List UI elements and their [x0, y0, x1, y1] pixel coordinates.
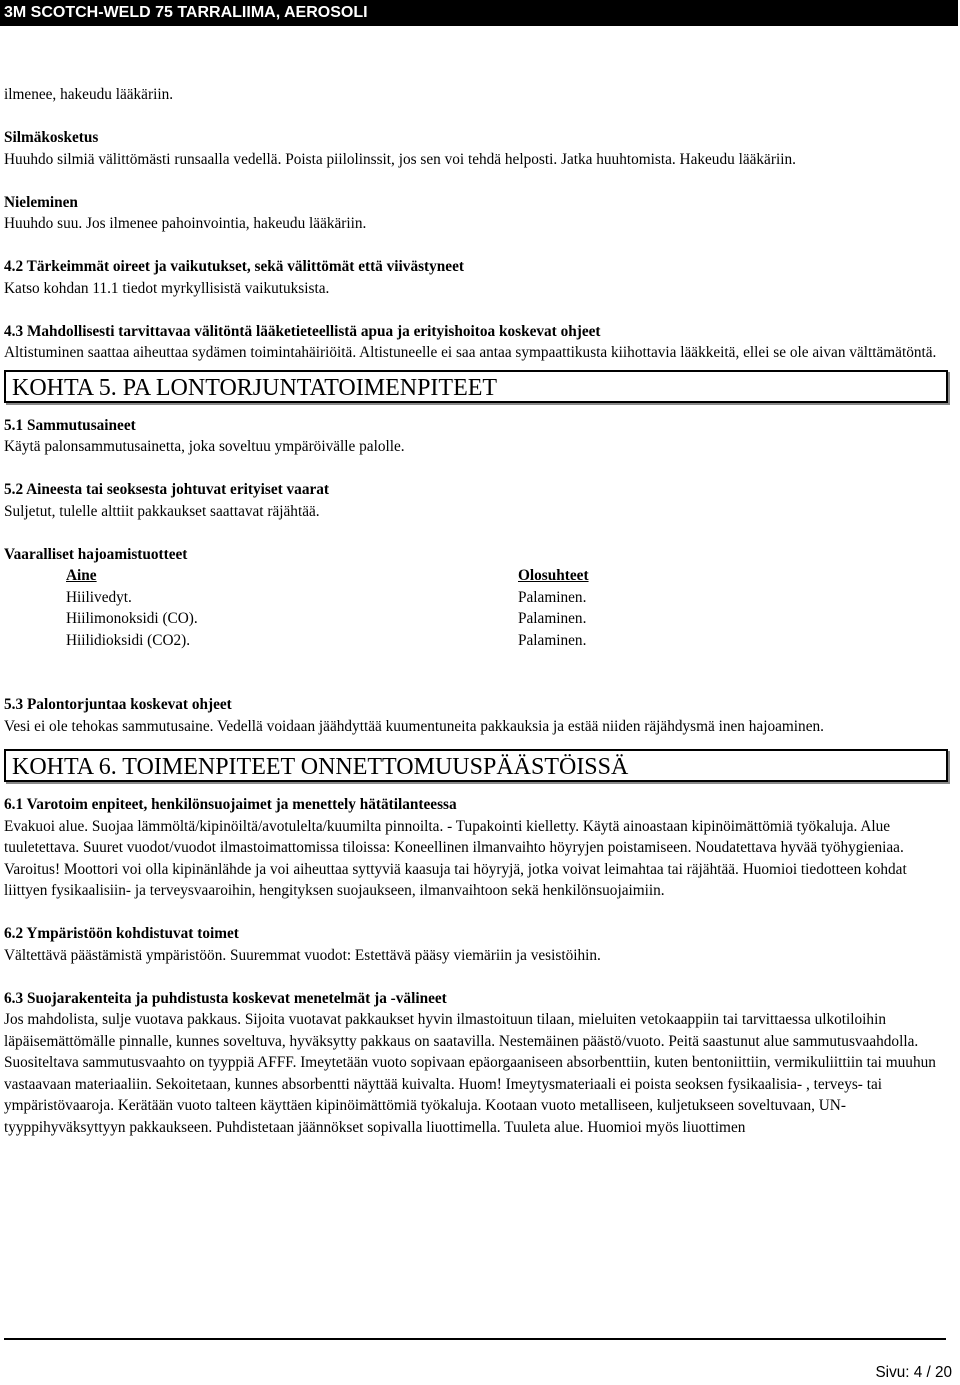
subsection-5-3-text: Vesi ei ole tehokas sammutusaine. Vedellä voidaan jäähdyttää kuumentuneita pakkauksia ja estää niiden räjähdysmä inen hajoaminen.	[4, 717, 824, 735]
continued-text: ilmenee, hakeudu lääkäriin.	[4, 86, 174, 103]
document-title: 3M SCOTCH-WELD 75 TARRALIIMA, AEROSOLI	[4, 4, 368, 21]
condition-cell: Palaminen.	[518, 588, 587, 606]
table-row	[66, 630, 589, 652]
swallowing-heading: Nieleminen	[4, 193, 78, 211]
document-header	[0, 0, 958, 26]
substance-cell: Hiilidioksidi (CO2).	[66, 631, 191, 649]
table-row	[66, 608, 589, 630]
column-header-conditions: Olosuhteet	[518, 567, 589, 584]
hazardous-products-heading: Vaaralliset hajoamistuotteet	[4, 545, 188, 563]
subsection-5-2-text: Suljetut, tulelle alttiit pakkaukset saattavat räjähtää.	[4, 502, 320, 520]
condition-cell: Palaminen.	[518, 610, 587, 627]
subsection-5-2-heading: 5.2 Aineesta tai seoksesta johtuvat erityiset vaarat	[4, 481, 330, 498]
hazardous-products-table	[66, 565, 589, 651]
eye-contact-text: Huuhdo silmiä välittömästi runsaalla vedellä. Poista piilolinssit, jos sen voi tehdä helposti. Jatka huuhtomista. Hakeudu lääkäriin.	[4, 150, 796, 168]
section-6-title: KOHTA 6. TOIMENPITEET ONNETTOMUUSPÄÄSTÖISSÄ	[4, 749, 948, 782]
subsection-4-2-heading: 4.2 Tärkeimmät oireet ja vaikutukset, sekä välittömät että viivästyneet	[4, 258, 464, 275]
document-body	[4, 84, 952, 1138]
swallowing-text: Huuhdo suu. Jos ilmenee pahoinvointia, hakeudu lääkäriin.	[4, 215, 367, 232]
subsection-5-1-text: Käytä palonsammutusainetta, joka soveltuu ympäröivälle palolle.	[4, 438, 405, 455]
subsection-6-3-text: Jos mahdolista, sulje vuotava pakkaus. Sijoita vuotavat pakkaukset hyvin ilmastoituun tilaan, mieluiten vetokaappiin tai tarvittaessa ulkotiloihin läpäisemättömälle pinnalle, kunnes soveltuva, hyväksytty pakkaus on saatavilla. Nestemäinen päästö/vuoto. Peitä saastunut alue sammutusvaahdolla. Suositeltava sammutusvaahto on tyyppiä AFFF. Imeytetään vuoto sopivaan epäorgaaniseen absorbenttiin, kuten bentoniittiin, vermikuliittiin tai muuhun vastaavaan materiaaliin. Sekoitetaan, kunnes absorbentti näyttää kuivalta. Huom! Imeytysmateriaali ei poista seoksen fysikaalisia- , terveys- tai ympäristövaaroja. Kerätään vuoto talteen käyttäen kipinöimättömiä työkaluja. Kootaan vuoto metalliseen, kuljetukseen soveltuvaan, UN-tyyppihyväksyttyyn pakkaukseen. Puhdistetaan jäännökset sopivalla liuottimella. Tuuleta alue. Huomioi myös liuottimen	[4, 1011, 936, 1136]
table-row	[66, 587, 589, 609]
subsection-5-3-heading: 5.3 Palontorjuntaa koskevat ohjeet	[4, 696, 232, 713]
subsection-6-1-text: Evakuoi alue. Suojaa lämmöltä/kipinöiltä/avotulelta/kuumilta pinnoilta. - Tupakointi kielletty. Käytä ainoastaan kipinöimättömiä työkaluja. Alue tuuletettava. Suuret vuodot/vuodot ilmastoimattomissa tiloissa: Koneellinen ilmanvaihto höyryjen poistamiseen. Noudatettava hyvää työhygieniaa. Varoitus! Moottori voi olla kipinänlähde ja voi aiheuttaa syttyviä kaasuja tai höyryjä, jotka voivat leimahtaa tai räjähtää. Huomioi tiedotteen kohdat liittyen fysikaalisiin- ja terveysvaaroihin, hengityksen suojaukseen, ilmanvaihtoon sekä henkilönsuojaimiin.	[4, 817, 907, 899]
subsection-5-1-heading: 5.1 Sammutusaineet	[4, 416, 136, 434]
subsection-6-1-heading: 6.1 Varotoim enpiteet, henkilönsuojaimet ja menettely hätätilanteessa	[4, 796, 457, 813]
table-header-row	[66, 565, 589, 587]
column-header-substance: Aine	[66, 567, 97, 584]
substance-cell: Hiilivedyt.	[66, 588, 132, 606]
page-number: Sivu: 4 / 20	[875, 1364, 952, 1381]
footer-divider	[4, 1338, 946, 1340]
subsection-6-2-text: Vältettävä päästämistä ympäristöön. Suuremmat vuodot: Estettävä pääsy viemäriin ja vesistöihin.	[4, 946, 601, 964]
section-5-title: KOHTA 5. PA LONTORJUNTATOIMENPITEET	[4, 370, 948, 403]
eye-contact-heading: Silmäkosketus	[4, 129, 99, 146]
subsection-4-3-text: Altistuminen saattaa aiheuttaa sydämen toimintahäiriöitä. Altistuneelle ei saa antaa sympaattikusta kiihottavia lääkkeitä, ellei se ole aivan välttämätöntä.	[4, 344, 937, 361]
subsection-6-3-heading: 6.3 Suojarakenteita ja puhdistusta koskevat menetelmät ja -välineet	[4, 989, 447, 1007]
subsection-4-3-heading: 4.3 Mahdollisesti tarvittavaa välitöntä lääketieteellistä apua ja erityishoitoa koskevat ohjeet	[4, 322, 601, 340]
subsection-6-2-heading: 6.2 Ympäristöön kohdistuvat toimet	[4, 925, 239, 942]
condition-cell: Palaminen.	[518, 631, 587, 649]
subsection-4-2-text: Katso kohdan 11.1 tiedot myrkyllisistä vaikutuksista.	[4, 279, 330, 297]
substance-cell: Hiilimonoksidi (CO).	[66, 610, 198, 627]
